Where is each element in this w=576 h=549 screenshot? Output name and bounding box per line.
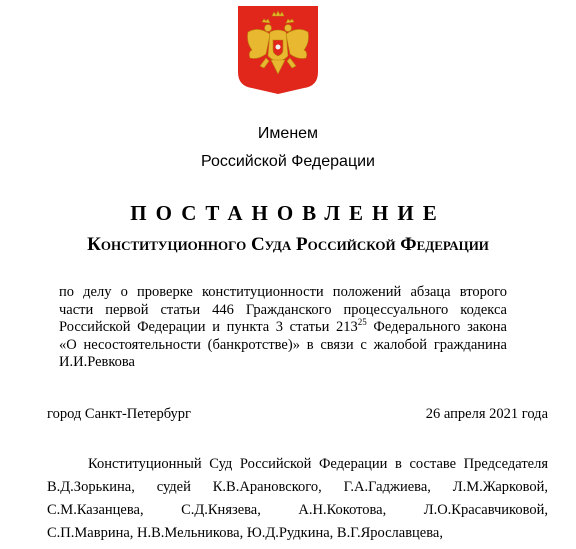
header-line-1: Именем (257, 125, 319, 142)
body-line-3-word: А.Н.Кокотова, (298, 502, 387, 518)
place: город Санкт-Петербург (47, 406, 192, 422)
body-line-3 (47, 499, 548, 522)
case-line-2: части первой статьи 446 Гражданского процессуального кодекса (59, 301, 507, 318)
court-name: Конституционного Суда Российской Федерации (87, 234, 489, 255)
case-line-3-post: Федерального закона (366, 319, 507, 335)
case-line-4: «О несостоятельности (банкротстве)» в связи с жалобой гражданина (59, 336, 507, 353)
document-title: ПОСТАНОВЛЕНИЕ (130, 201, 446, 225)
body-line-1: Конституционный Суд Российской Федерации в составе Председателя (88, 456, 548, 472)
body-line-2-word: судей (156, 479, 191, 495)
body-line-3-word: Л.О.Красавчиковой, (423, 502, 548, 518)
case-line-1: по делу о проверке конституционности положений абзаца второго (59, 284, 507, 300)
date: 26 апреля 2021 года (425, 406, 548, 422)
body-line-4: С.П.Маврина, Н.В.Мельникова, Ю.Д.Рудкина, В.Г.Ярославцева, (47, 525, 443, 541)
body-line-2-word: В.Д.Зорькина, (47, 479, 135, 495)
case-line-3-sup: 25 (357, 317, 367, 328)
body-line-3-word: С.Д.Князева, (181, 502, 261, 518)
case-description (59, 284, 507, 372)
case-line-3-pre: Российской Федерации и пункта 3 статьи 213 (59, 319, 358, 335)
body-line-3-word: С.М.Казанцева, (47, 502, 144, 518)
body-line-2-word: К.В.Арановского, (212, 479, 322, 495)
body-line-2-word: Л.М.Жарковой, (452, 479, 548, 495)
case-line-5: И.И.Ревкова (59, 354, 135, 370)
case-line-3 (59, 319, 507, 337)
coat-of-arms-icon (238, 6, 318, 94)
body-line-2-word: Г.А.Гаджиева, (343, 479, 431, 495)
body-line-2 (47, 476, 548, 499)
header-line-2: Российской Федерации (201, 153, 375, 170)
document-body (47, 453, 548, 545)
